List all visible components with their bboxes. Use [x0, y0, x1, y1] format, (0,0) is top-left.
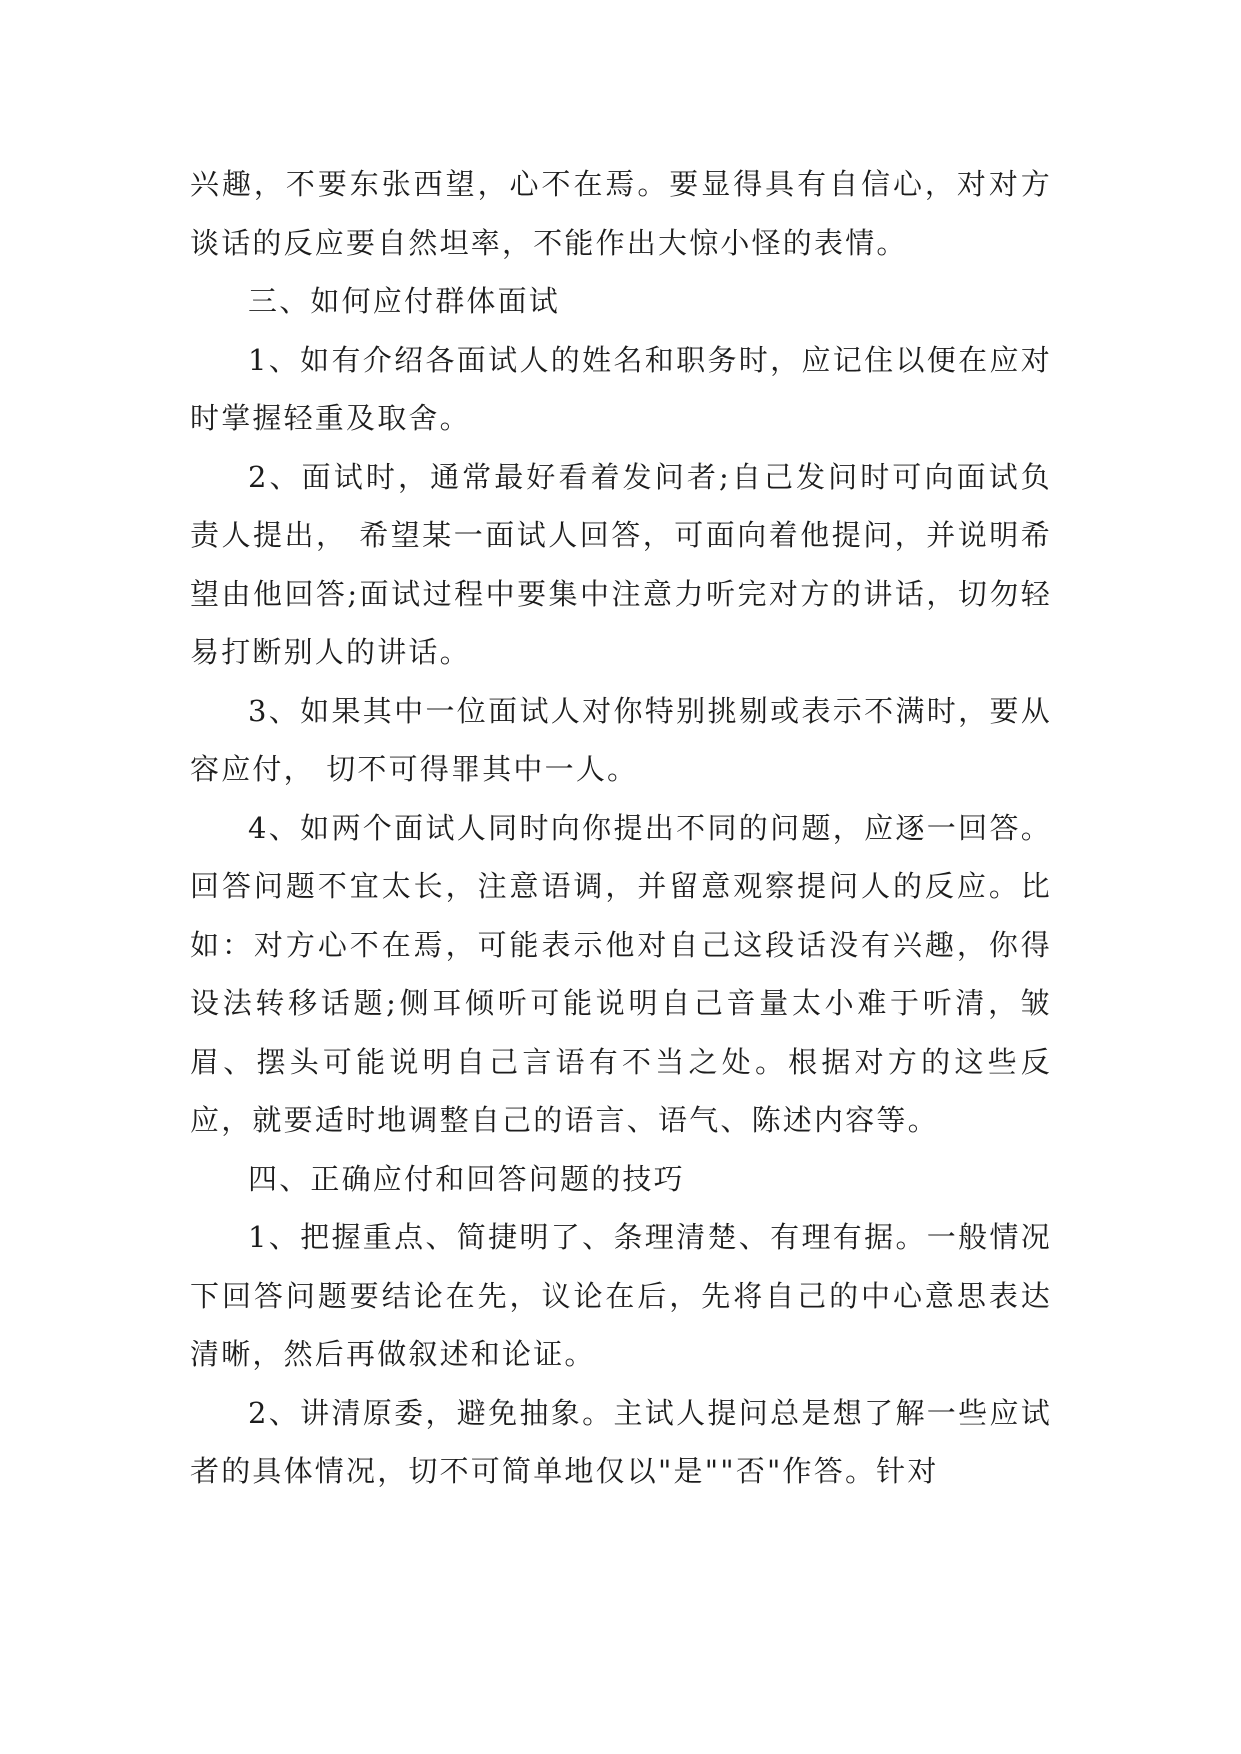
paragraph-item-4: 4、如两个面试人同时向你提出不同的问题，应逐一回答。回答问题不宜太长，注意语调，并留意观察提问人的反应。比如：对方心不在焉，可能表示他对自己这段话没有兴趣，你得设法转移话题;侧耳倾听可能说明自己音量太小难于听清，皱眉、摆头可能说明自己言语有不当之处。根据对方的这些反应，就要适时地调整自己的语言、语气、陈述内容等。 — [190, 810, 1052, 1137]
paragraph-continuation: 兴趣，不要东张西望，心不在焉。要显得具有自信心，对对方谈话的反应要自然坦率，不能作出大惊小怪的表情。 — [190, 167, 1052, 260]
paragraph-skill-2: 2、讲清原委，避免抽象。主试人提问总是想了解一些应试者的具体情况，切不可简单地仅以"是""否"作答。针对 — [190, 1395, 1052, 1488]
paragraph-skill-1: 1、把握重点、简捷明了、条理清楚、有理有据。一般情况下回答问题要结论在先，议论在后，先将自己的中心意思表达清晰，然后再做叙述和论证。 — [190, 1220, 1052, 1371]
paragraph-item-1: 1、如有介绍各面试人的姓名和职务时，应记住以便在应对时掌握轻重及取舍。 — [190, 342, 1052, 435]
section-heading-answer-skills: 四、正确应付和回答问题的技巧 — [248, 1161, 685, 1196]
section-heading-group-interview: 三、如何应付群体面试 — [248, 284, 561, 318]
paragraph-item-2: 2、面试时，通常最好看着发问者;自己发问时可向面试负责人提出， 希望某一面试人回答，可面向着他提问，并说明希望由他回答;面试过程中要集中注意力听完对方的讲话，切勿轻易打断别人的讲话。 — [190, 459, 1052, 669]
document-body — [190, 155, 1052, 1501]
paragraph-item-3: 3、如果其中一位面试人对你特别挑剔或表示不满时，要从容应付， 切不可得罪其中一人。 — [190, 693, 1052, 786]
